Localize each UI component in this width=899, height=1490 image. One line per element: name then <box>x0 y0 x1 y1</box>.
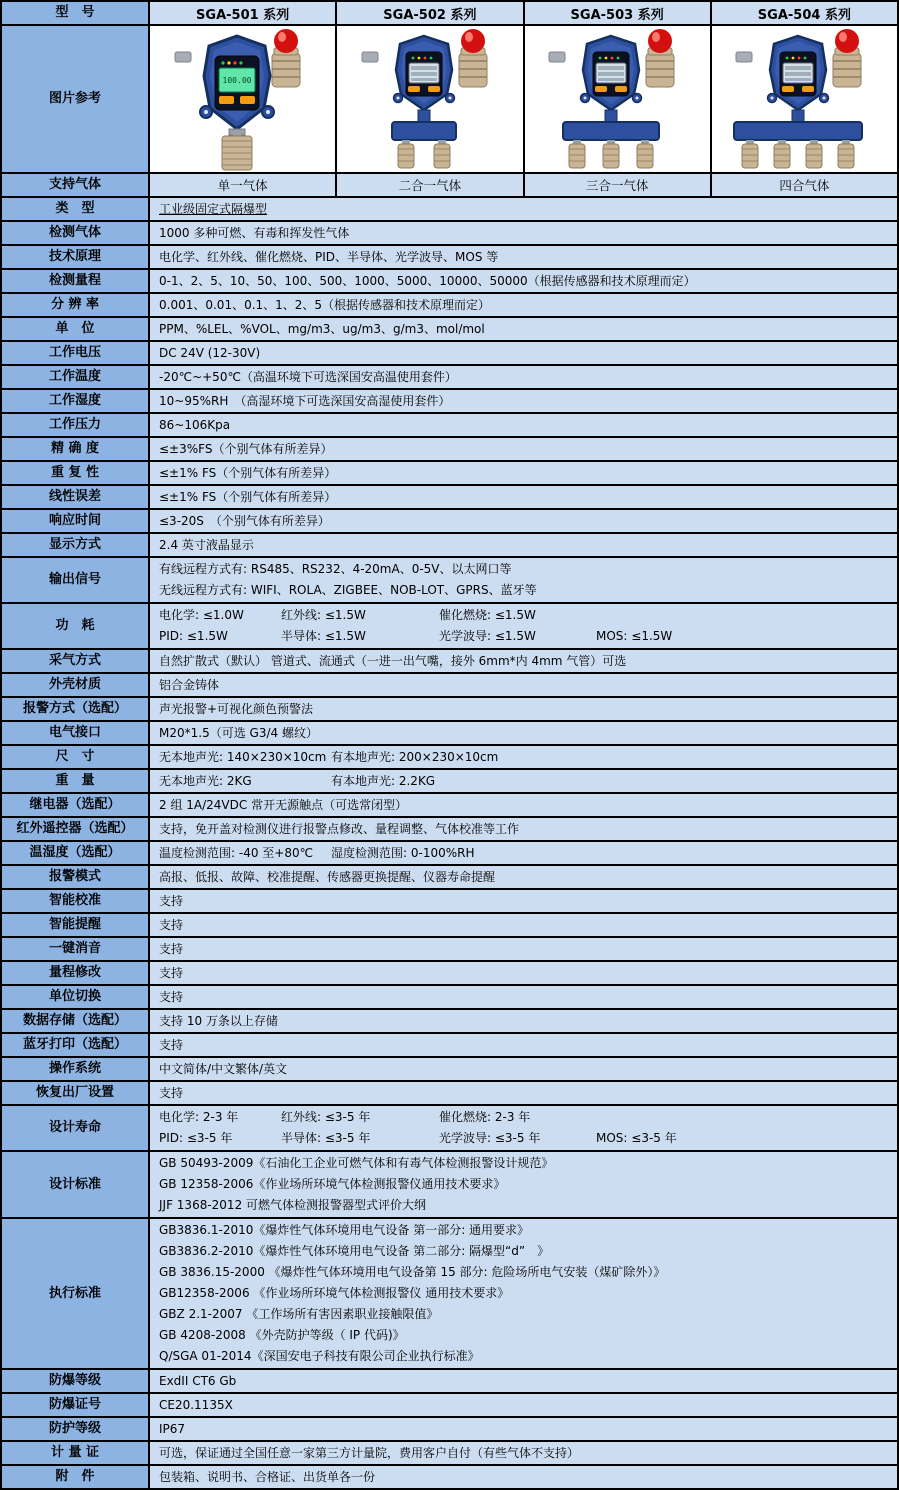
spec-row-content <box>150 1442 897 1464</box>
spec-row-label: 功 耗 <box>2 604 150 648</box>
spec-row-content <box>150 414 897 436</box>
spec-row-label: 线性误差 <box>2 486 150 508</box>
spec-row-value: PPM、%LEL、%VOL、mg/m3、ug/m3、g/m3、mol/mol <box>159 322 485 336</box>
spec-row-value: 0.001、0.01、0.1、1、2、5（根据传感器和技术原理而定） <box>159 298 491 312</box>
spec-row-label: 计 量 证 <box>2 1442 150 1464</box>
spec-row-value: 支持 10 万条以上存储 <box>159 1014 278 1028</box>
spec-row <box>2 532 897 556</box>
spec-row <box>2 1104 897 1150</box>
spec-row <box>2 672 897 696</box>
spec-line: 无线远程方式有: WIFI、ROLA、ZIGBEE、NOB-LOT、GPRS、蓝牙等 <box>159 583 537 597</box>
model-name: SGA-502 系列 <box>335 2 522 24</box>
spec-row-value: 支持 <box>159 942 184 956</box>
spec-row-content <box>150 604 897 648</box>
spec-row-label: 检测量程 <box>2 270 150 292</box>
spec-row-label: 显示方式 <box>2 534 150 556</box>
spec-row <box>2 196 897 220</box>
spec-row-value: ExdII CT6 Gb <box>159 1374 237 1388</box>
spec-row-value: 铝合金铸体 <box>159 678 220 692</box>
spec-row-content <box>150 342 897 364</box>
row-label-model: 型 号 <box>2 2 150 24</box>
spec-row-content <box>150 1058 897 1080</box>
spec-row-label: 重 量 <box>2 770 150 792</box>
image-reference-row <box>2 24 897 172</box>
spec-row-label: 操作系统 <box>2 1058 150 1080</box>
spec-line: GB3836.2-2010《爆炸性气体环境用电气设备 第二部分: 隔爆型“d” 》 <box>159 1244 550 1258</box>
spec-grid-cell: 红外线: ≤1.5W <box>281 608 366 622</box>
spec-row <box>2 1217 897 1368</box>
device-image-3 <box>523 26 710 172</box>
spec-row <box>2 840 897 864</box>
spec-row <box>2 864 897 888</box>
spec-row-value: 工业级固定式隔爆型 <box>159 202 268 216</box>
spec-row-value: IP67 <box>159 1422 186 1436</box>
spec-grid-line <box>159 1128 888 1149</box>
spec-row-label: 精 确 度 <box>2 438 150 460</box>
spec-row-label: 输出信号 <box>2 558 150 602</box>
spec-row-label: 量程修改 <box>2 962 150 984</box>
spec-row-label: 单 位 <box>2 318 150 340</box>
spec-row-value: ≤±1% FS（个别气体有所差异） <box>159 466 337 480</box>
model-name: SGA-504 系列 <box>710 2 897 24</box>
spec-row-value: 支持 <box>159 894 184 908</box>
spec-grid-cell: 半导体: ≤1.5W <box>281 629 366 643</box>
spec-row-value: M20*1.5（可选 G3/4 螺纹） <box>159 726 318 740</box>
gas-type-value: 四合气体 <box>710 174 897 196</box>
spec-row-label: 类 型 <box>2 198 150 220</box>
spec-row-value: 支持 <box>159 1038 184 1052</box>
spec-line: JJF 1368-2012 可燃气体检测报警器型式评价大纲 <box>159 1198 427 1212</box>
spec-row <box>2 436 897 460</box>
spec-line: GB 4208-2008 《外壳防护等级（ IP 代码)》 <box>159 1328 405 1342</box>
spec-row-content <box>150 650 897 672</box>
spec-line: GB12358-2006 《作业场所环境气体检测报警仪 通用技术要求》 <box>159 1286 510 1300</box>
gas-detector-illustration <box>338 26 522 172</box>
spec-row-label: 报警方式（选配） <box>2 698 150 720</box>
spec-pair-cell: 有本地声光: 2.2KG <box>331 774 436 788</box>
spec-pair-cell: 无本地声光: 140×230×10cm <box>159 750 327 764</box>
spec-row-value: 2 组 1A/24VDC 常开无源触点（可选常闭型） <box>159 798 408 812</box>
spec-row-value: 可选，保证通过全国任意一家第三方计量院，费用客户自付（有些气体不支持） <box>159 1446 580 1460</box>
spec-line: GB 50493-2009《石油化工企业可燃气体和有毒气体检测报警设计规范》 <box>159 1156 554 1170</box>
spec-grid-cell: 电化学: ≤1.0W <box>159 608 244 622</box>
spec-grid-cell: PID: ≤1.5W <box>159 629 228 643</box>
spec-row-content <box>150 698 897 720</box>
spec-row <box>2 340 897 364</box>
spec-row <box>2 768 897 792</box>
model-name: SGA-503 系列 <box>523 2 710 24</box>
spec-row-label: 数据存储（选配） <box>2 1010 150 1032</box>
spec-row <box>2 792 897 816</box>
spec-row-content <box>150 866 897 888</box>
spec-row-label: 外壳材质 <box>2 674 150 696</box>
spec-row-content <box>150 318 897 340</box>
spec-row-label: 蓝牙打印（选配） <box>2 1034 150 1056</box>
spec-pair-line <box>159 747 888 767</box>
spec-row <box>2 292 897 316</box>
spec-row-content <box>150 938 897 960</box>
spec-line: GBZ 2.1-2007 《工作场所有害因素职业接触限值》 <box>159 1307 439 1321</box>
spec-row-label: 技术原理 <box>2 246 150 268</box>
spec-line: GB3836.1-2010《爆炸性气体环境用电气设备 第一部分: 通用要求》 <box>159 1223 530 1237</box>
spec-row-value: 支持 <box>159 918 184 932</box>
spec-row <box>2 744 897 768</box>
gas-detector-illustration <box>151 26 335 172</box>
spec-grid-cell: 半导体: ≤3-5 年 <box>281 1131 371 1145</box>
spec-grid-cell: PID: ≤3-5 年 <box>159 1131 233 1145</box>
spec-row-label: 附 件 <box>2 1466 150 1488</box>
spec-row-content <box>150 558 897 602</box>
spec-row-value: ≤±1% FS（个别气体有所差异） <box>159 490 337 504</box>
spec-row <box>2 244 897 268</box>
spec-row <box>2 888 897 912</box>
spec-row-label: 执行标准 <box>2 1219 150 1368</box>
spec-row-content <box>150 270 897 292</box>
spec-row-label: 红外遥控器（选配） <box>2 818 150 840</box>
spec-row <box>2 960 897 984</box>
spec-row <box>2 696 897 720</box>
spec-row-label: 工作温度 <box>2 366 150 388</box>
spec-grid-line <box>159 605 888 626</box>
spec-pair-cell: 无本地声光: 2KG <box>159 774 252 788</box>
spec-grid-line <box>159 626 888 647</box>
spec-row-value: 电化学、红外线、催化燃烧、PID、半导体、光学波导、MOS 等 <box>159 250 499 264</box>
spec-row-content <box>150 1082 897 1104</box>
device-image-4 <box>710 26 897 172</box>
spec-row-label: 恢复出厂设置 <box>2 1082 150 1104</box>
spec-pair-cell: 温度检测范围: -40 至+80℃ <box>159 846 314 860</box>
spec-pair-line <box>159 771 888 791</box>
spec-grid-cell: 催化燃烧: ≤1.5W <box>439 608 536 622</box>
spec-row-content <box>150 1418 897 1440</box>
spec-row-content <box>150 1394 897 1416</box>
spec-row-content <box>150 1034 897 1056</box>
spec-row <box>2 1464 897 1488</box>
spec-row-label: 设计标准 <box>2 1152 150 1217</box>
svg-text:100.00: 100.00 <box>222 76 252 85</box>
spec-row-value: ≤±3%FS（个别气体有所差异） <box>159 442 333 456</box>
spec-row <box>2 1440 897 1464</box>
spec-row-label: 设计寿命 <box>2 1106 150 1150</box>
spec-row-label: 工作湿度 <box>2 390 150 412</box>
spec-row-content <box>150 818 897 840</box>
row-label-gas: 支持气体 <box>2 174 150 196</box>
spec-row <box>2 936 897 960</box>
spec-pair-cell: 湿度检测范围: 0-100%RH <box>331 846 475 860</box>
spec-grid-line <box>159 1107 888 1128</box>
spec-row <box>2 816 897 840</box>
spec-row-label: 一键消音 <box>2 938 150 960</box>
spec-row-content <box>150 246 897 268</box>
spec-row-content <box>150 674 897 696</box>
spec-row-value: 高报、低报、故障、校准提醒、传感器更换提醒、仪器寿命提醒 <box>159 870 496 884</box>
spec-line: GB 3836.15-2000 《爆炸性气体环境用电气设备第 15 部分: 危险场所电气安装（煤矿除外）》 <box>159 1265 666 1279</box>
spec-row <box>2 602 897 648</box>
spec-row <box>2 1416 897 1440</box>
spec-row-content <box>150 1106 897 1150</box>
spec-row-label: 智能提醒 <box>2 914 150 936</box>
spec-row-value: -20℃~+50℃（高温环境下可选深国安高温使用套件） <box>159 370 457 384</box>
spec-row <box>2 484 897 508</box>
spec-row-label: 防爆证号 <box>2 1394 150 1416</box>
spec-row-label: 尺 寸 <box>2 746 150 768</box>
spec-row <box>2 1150 897 1217</box>
spec-row-content <box>150 770 897 792</box>
spec-row-value: ≤3-20S （个别气体有所差异） <box>159 514 330 528</box>
spec-row-value: 中文简体/中文繁体/英文 <box>159 1062 288 1076</box>
spec-row-content <box>150 1219 897 1368</box>
spec-line: 有线远程方式有: RS485、RS232、4-20mA、0-5V、以太网口等 <box>159 562 512 576</box>
spec-row-value: CE20.1135X <box>159 1398 233 1412</box>
spec-row-label: 智能校准 <box>2 890 150 912</box>
spec-row-label: 分 辨 率 <box>2 294 150 316</box>
spec-row-content <box>150 1152 897 1217</box>
spec-row-content <box>150 198 897 220</box>
spec-grid-cell: MOS: ≤1.5W <box>596 629 673 643</box>
spec-row-label: 工作电压 <box>2 342 150 364</box>
spec-row-content <box>150 914 897 936</box>
spec-row-label: 防护等级 <box>2 1418 150 1440</box>
spec-row-content <box>150 486 897 508</box>
spec-row-value: 支持 <box>159 966 184 980</box>
spec-grid-cell: 光学波导: ≤1.5W <box>439 629 536 643</box>
spec-row-content <box>150 842 897 864</box>
model-name: SGA-501 系列 <box>150 2 335 24</box>
spec-line: GB 12358-2006《作业场所环境气体检测报警仪通用技术要求》 <box>159 1177 506 1191</box>
spec-row-content <box>150 222 897 244</box>
row-label-image: 图片参考 <box>2 26 150 172</box>
spec-row-value: 10~95%RH （高湿环境下可选深国安高湿使用套件） <box>159 394 451 408</box>
spec-row-label: 响应时间 <box>2 510 150 532</box>
spec-pair-line <box>159 843 888 863</box>
model-header-row <box>2 2 897 24</box>
spec-row-content <box>150 462 897 484</box>
spec-row-value: DC 24V (12-30V) <box>159 346 261 360</box>
spec-row-content <box>150 534 897 556</box>
spec-row-content <box>150 438 897 460</box>
spec-row <box>2 1392 897 1416</box>
spec-row-content <box>150 510 897 532</box>
spec-row-label: 单位切换 <box>2 986 150 1008</box>
spec-row-value: 0-1、2、5、10、50、100、500、1000、5000、10000、50000（根据传感器和技术原理而定） <box>159 274 696 288</box>
spec-row-label: 工作压力 <box>2 414 150 436</box>
spec-row <box>2 1080 897 1104</box>
spec-row-value: 支持 <box>159 1086 184 1100</box>
spec-row-content <box>150 722 897 744</box>
supported-gas-row <box>2 172 897 196</box>
spec-row-label: 采气方式 <box>2 650 150 672</box>
spec-row-content <box>150 390 897 412</box>
spec-row-content <box>150 366 897 388</box>
gas-type-value: 单一气体 <box>150 174 335 196</box>
spec-row-label: 检测气体 <box>2 222 150 244</box>
spec-row-value: 支持 <box>159 990 184 1004</box>
spec-row-label: 继电器（选配） <box>2 794 150 816</box>
spec-row <box>2 1056 897 1080</box>
spec-row <box>2 1008 897 1032</box>
spec-row-content <box>150 794 897 816</box>
spec-row <box>2 412 897 436</box>
spec-row-label: 重 复 性 <box>2 462 150 484</box>
spec-pair-cell: 有本地声光: 200×230×10cm <box>331 750 499 764</box>
spec-grid-cell: 催化燃烧: 2-3 年 <box>439 1110 531 1124</box>
spec-row-content <box>150 1466 897 1488</box>
device-image-2 <box>335 26 522 172</box>
gas-detector-illustration <box>712 26 896 172</box>
device-image-1 <box>150 26 335 172</box>
spec-row <box>2 268 897 292</box>
spec-row <box>2 720 897 744</box>
spec-row <box>2 984 897 1008</box>
spec-row <box>2 220 897 244</box>
spec-row-content <box>150 986 897 1008</box>
gas-detector-illustration <box>525 26 709 172</box>
gas-type-value: 三合一气体 <box>523 174 710 196</box>
spec-grid-cell: MOS: ≤3-5 年 <box>596 1131 677 1145</box>
spec-row-content <box>150 294 897 316</box>
spec-grid-cell: 电化学: 2-3 年 <box>159 1110 239 1124</box>
spec-row-value: 包装箱、说明书、合格证、出货单各一份 <box>159 1470 376 1484</box>
spec-grid-cell <box>596 605 888 626</box>
spec-line: Q/SGA 01-2014《深国安电子科技有限公司企业执行标准》 <box>159 1349 480 1363</box>
spec-row-label: 防爆等级 <box>2 1370 150 1392</box>
spec-row-value: 支持，免开盖对检测仪进行报警点修改、量程调整、气体校准等工作 <box>159 822 520 836</box>
spec-row-label: 温湿度（选配） <box>2 842 150 864</box>
spec-row <box>2 316 897 340</box>
spec-row-value: 自然扩散式（默认） 管道式、流通式（一进一出气嘴，接外 6mm*内 4mm 气管）可选 <box>159 654 627 668</box>
spec-grid-cell: 光学波导: ≤3-5 年 <box>439 1131 541 1145</box>
spec-row-content <box>150 890 897 912</box>
spec-row-value: 86~106Kpa <box>159 418 231 432</box>
spec-row-content <box>150 1010 897 1032</box>
gas-type-value: 二合一气体 <box>335 174 522 196</box>
spec-row-value: 声光报警+可视化颜色预警法 <box>159 702 314 716</box>
spec-row-content <box>150 1370 897 1392</box>
spec-row <box>2 648 897 672</box>
spec-row <box>2 364 897 388</box>
spec-row-value: 2.4 英寸液晶显示 <box>159 538 254 552</box>
spec-row-content <box>150 962 897 984</box>
spec-row <box>2 1368 897 1392</box>
spec-grid-cell <box>596 1107 888 1128</box>
spec-row-label: 电气接口 <box>2 722 150 744</box>
spec-row <box>2 508 897 532</box>
spec-row <box>2 556 897 602</box>
spec-grid-cell: 红外线: ≤3-5 年 <box>281 1110 371 1124</box>
spec-row-content <box>150 746 897 768</box>
spec-row-label: 报警模式 <box>2 866 150 888</box>
spec-row <box>2 1032 897 1056</box>
spec-row <box>2 912 897 936</box>
spec-row <box>2 460 897 484</box>
spec-row-value: 1000 多种可燃、有毒和挥发性气体 <box>159 226 350 240</box>
spec-row <box>2 388 897 412</box>
